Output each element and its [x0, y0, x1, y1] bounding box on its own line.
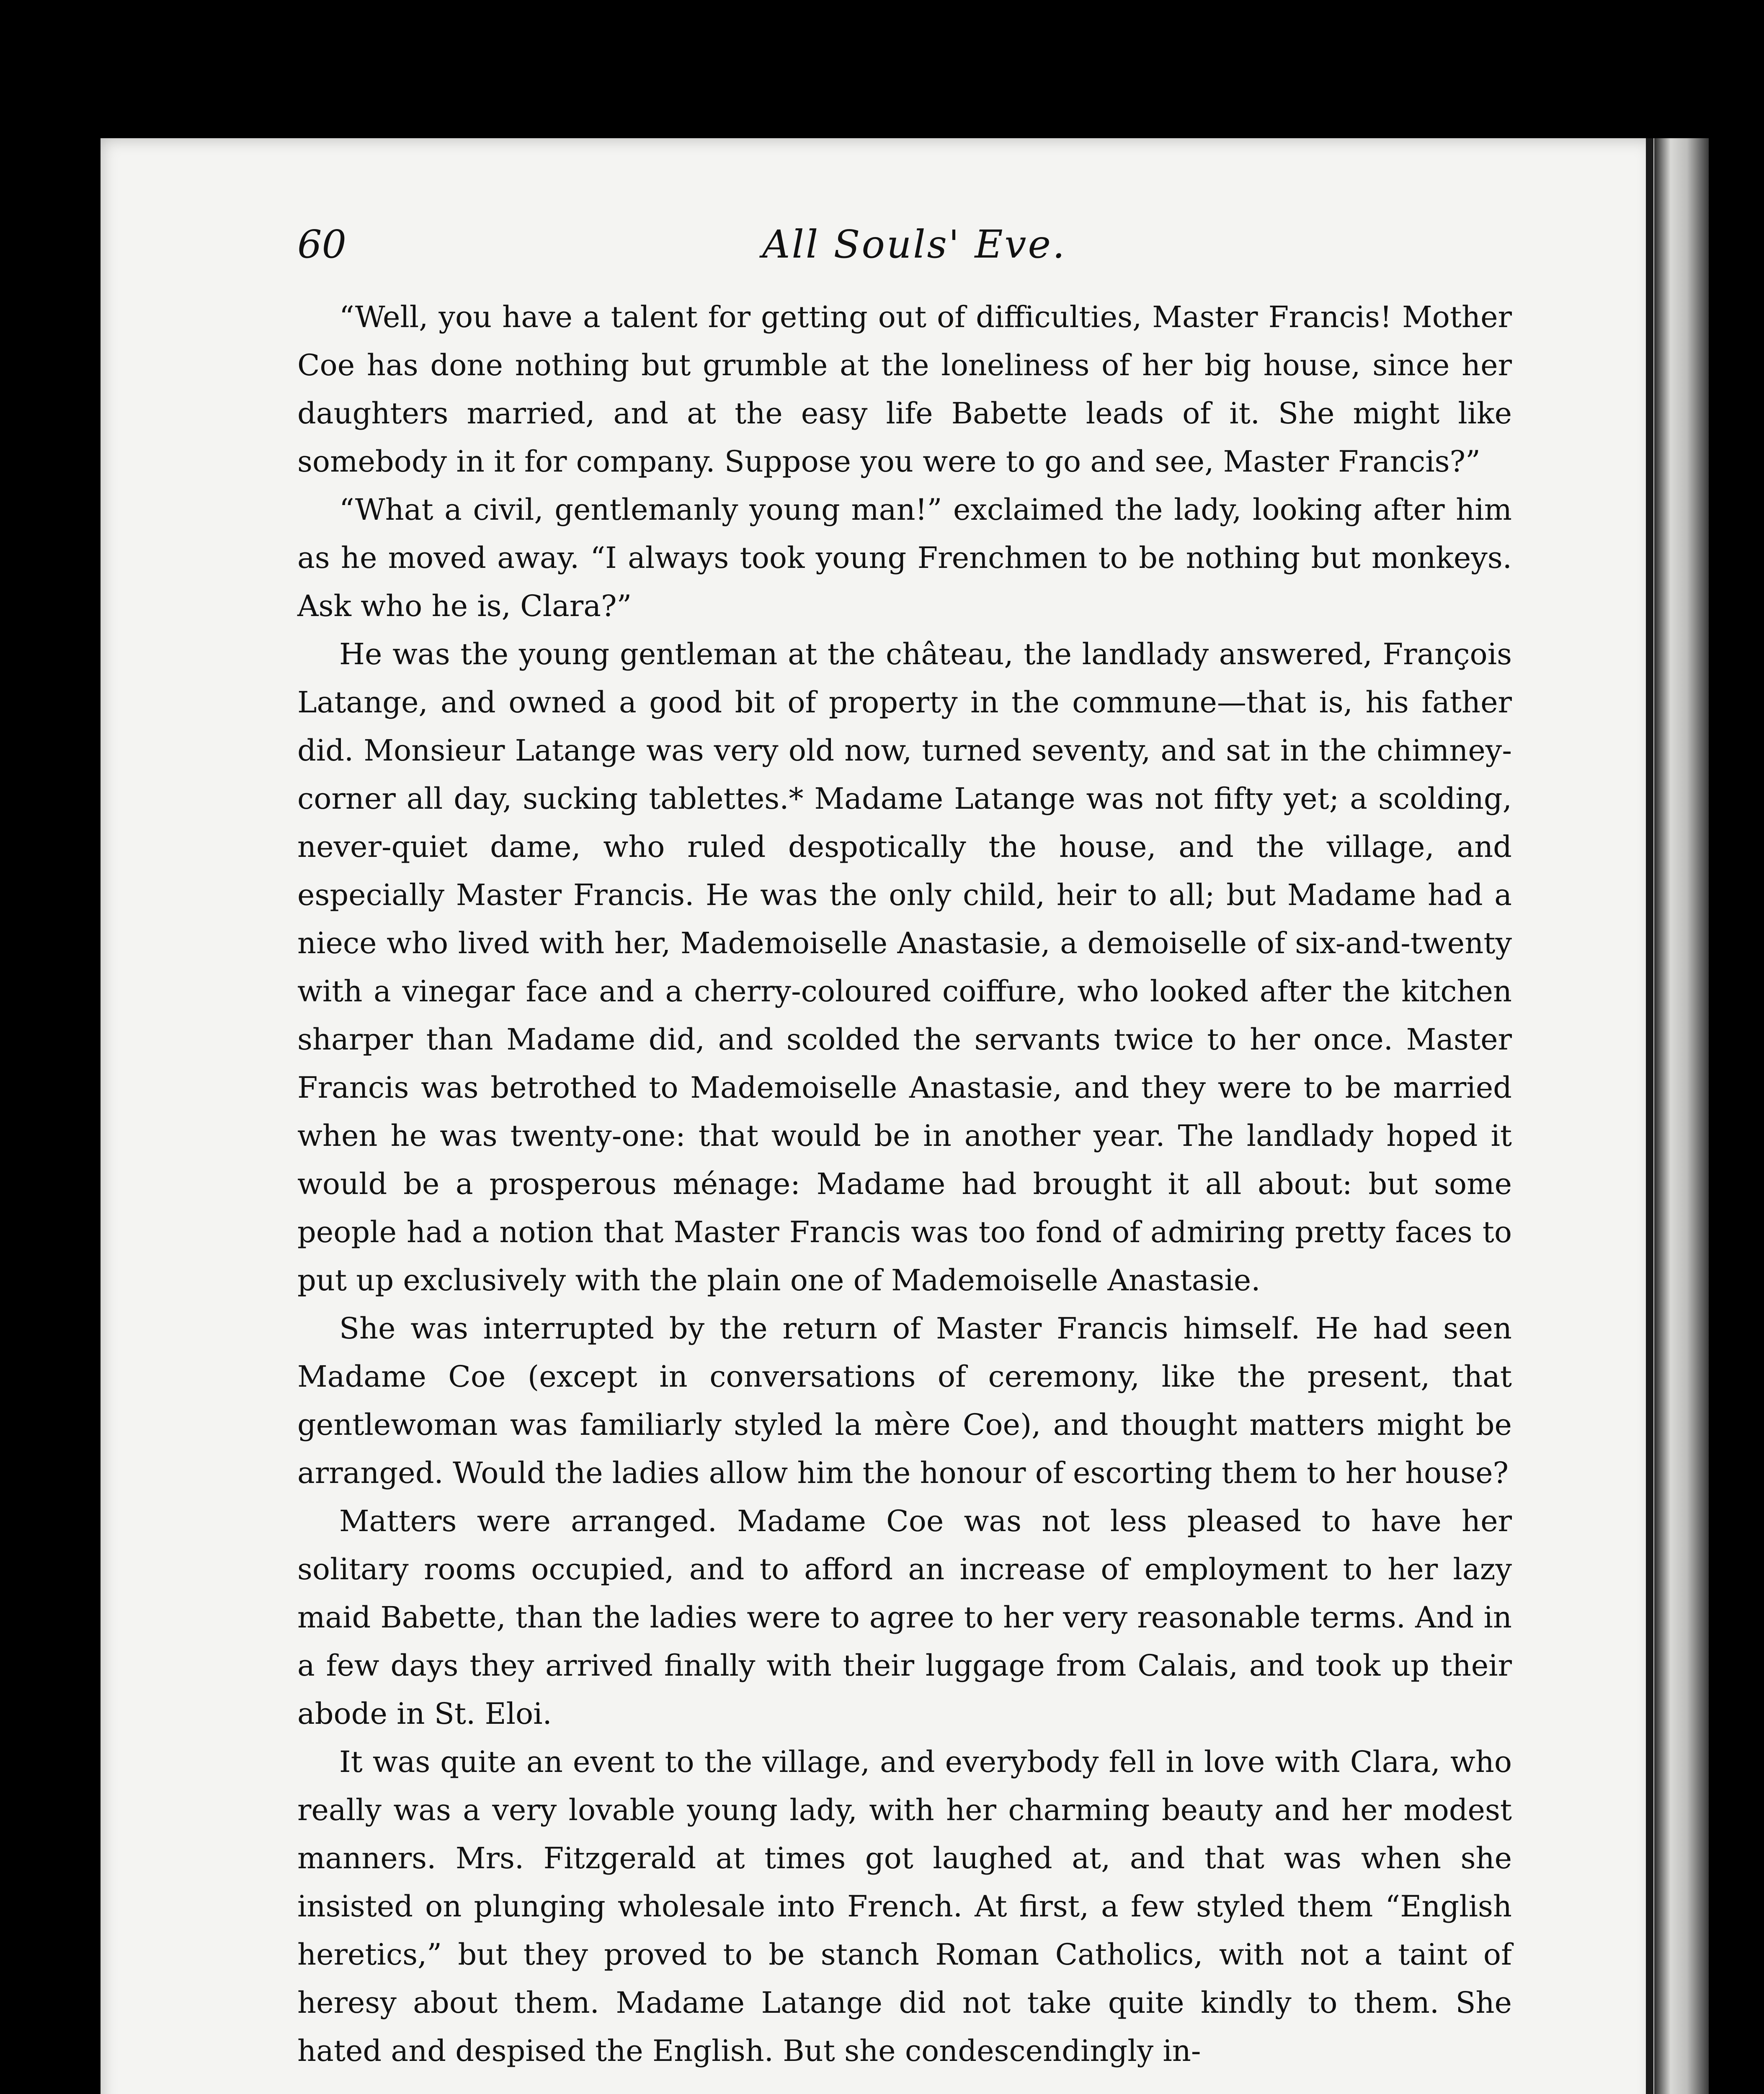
paragraph: It was quite an event to the village, and everybody fell in love with Clara, who really was a very lovable young lady, with her charming beauty and her modest manners. Mrs. Fitzgerald at times got laughed at, and that was when she insisted on plunging wholesale into French. At first, a few styled them “English heretics,” but they proved to be stanch Roman Catholics, with not a taint of heresy about them. Madame Latange did not take quite kindly to them. She hated and despised the English. But she condescendingly in-	[297, 1745, 1512, 2068]
page-number: 60	[297, 222, 347, 267]
paragraph: Matters were arranged. Madame Coe was not less pleased to have her solitary rooms occupied, and to afford an increase of employment to her lazy maid Babette, than the ladies were to agree to her very reasonable terms. And in a few days they arrived finally with their luggage from Calais, and took up their abode in St. Eloi.	[297, 1504, 1512, 1731]
running-head: All Souls' Eve.	[762, 222, 1067, 267]
paragraph: She was interrupted by the return of Master Francis himself. He had seen Madame Coe (except in conversations of ceremony, like the present, that gentlewoman was familiarly styled la mère Coe), and thought matters might be arranged. Would the ladies allow him the honour of escorting them to her house?	[297, 1311, 1512, 1490]
page-fold-shadow	[1646, 138, 1653, 2094]
body-text	[297, 293, 1512, 2075]
next-page-edge	[1654, 138, 1709, 2094]
paragraph: He was the young gentleman at the château, the landlady answered, François Latange, and owned a good bit of property in the commune—that is, his father did. Monsieur Latange was very old now, turned seventy, and sat in the chimney-corner all day, sucking tablettes.* Madame Latange was not fifty yet; a scolding, never-quiet dame, who ruled despotically the house, and the village, and especially Master Francis. He was the only child, heir to all; but Madame had a niece who lived with her, Mademoiselle Anastasie, a demoiselle of six-and-twenty with a vinegar face and a cherry-coloured coiffure, who looked after the kitchen sharper than Madame did, and scolded the servants twice to her once. Master Francis was betrothed to Mademoiselle Anastasie, and they were to be married when he was twenty-one: that would be in another year. The landlady hoped it would be a prosperous ménage: Madame had brought it all about: but some people had a notion that Master Francis was too fond of admiring pretty faces to put up exclusively with the plain one of Mademoiselle Anastasie.	[297, 637, 1512, 1297]
paragraph: “What a civil, gentlemanly young man!” exclaimed the lady, looking after him as he moved away. “I always took young Frenchmen to be nothing but monkeys. Ask who he is, Clara?”	[297, 493, 1512, 623]
paragraph: “Well, you have a talent for getting out of difficulties, Master Francis! Mother Coe has done nothing but grumble at the loneliness of her big house, since her daughters married, and at the easy life Babette leads of it. She might like somebody in it for company. Suppose you were to go and see, Master Francis?”	[297, 300, 1512, 479]
page-header	[297, 222, 1533, 285]
